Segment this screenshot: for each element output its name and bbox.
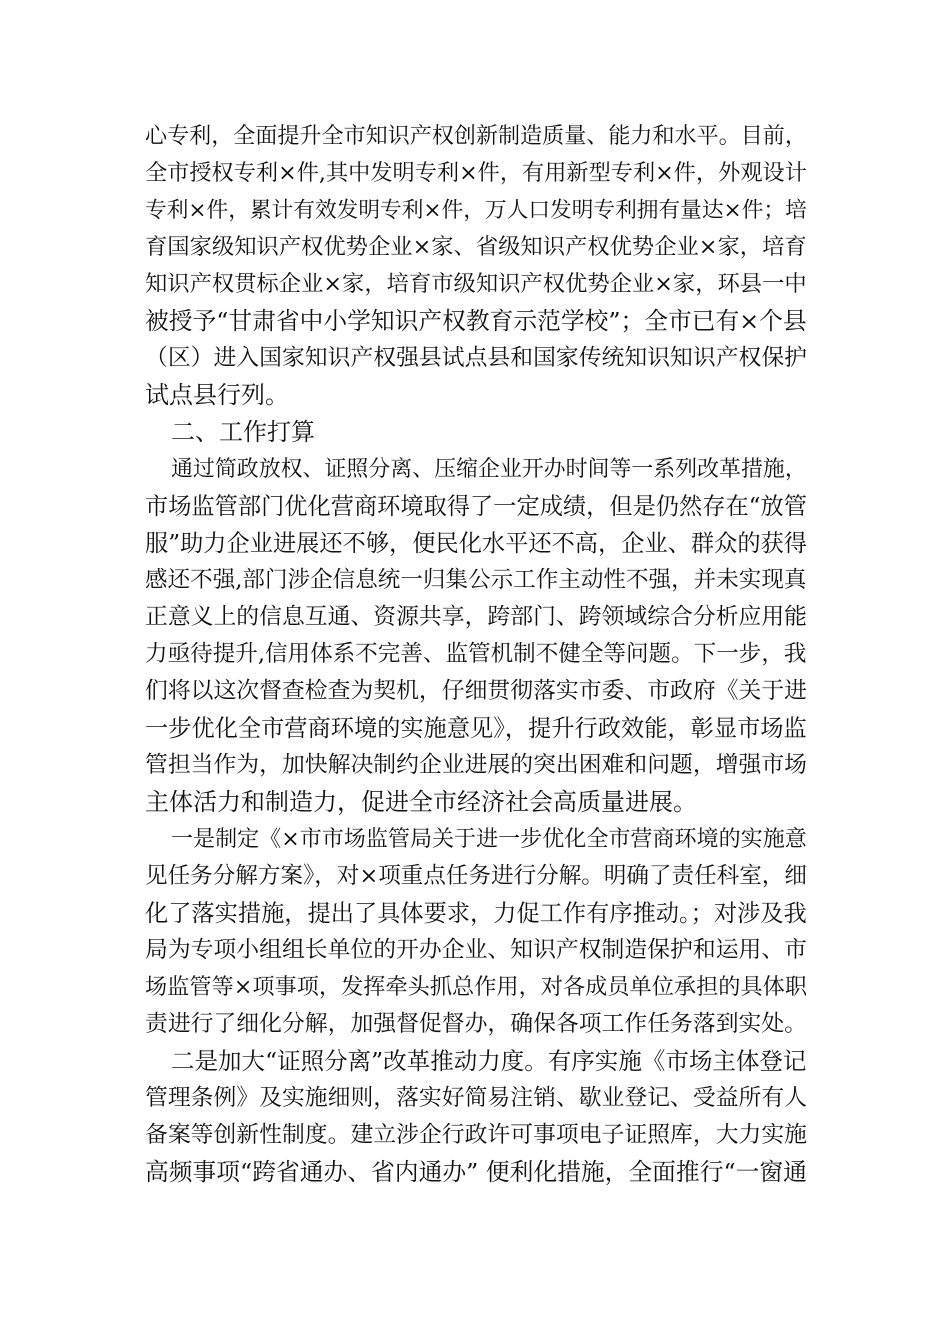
text-line: 场监管等×项事项，发挥牵头抓总作用，对各成员单位承担的具体职 <box>145 974 808 1000</box>
text-line: 专利×件，累计有效发明专利×件，万人口发明专利拥有量达×件；培 <box>145 198 807 223</box>
text-line: 备案等创新性制度。建立涉企行政许可事项电子证照库，大力实施 <box>145 1122 808 1148</box>
text-line: 们将以这次督查检查为契机，仔细贯彻落实市委、市政府《关于进 <box>145 678 808 704</box>
text-line: 管理条例》及实施细则，落实好简易注销、歇业登记、受益所有人 <box>145 1085 808 1111</box>
text-line: 被授予“甘肃省中小学知识产权教育示范学校”；全市已有×个县 <box>145 307 807 335</box>
paragraph-first-line: 一是制定《×市市场监管局关于进一步优化全市营商环境的实施意 <box>171 827 807 852</box>
text-line: 局为专项小组组长单位的开办企业、知识产权制造保护和运用、市 <box>145 937 808 963</box>
paragraph-first-line: 二是加大“证照分离”改革推动力度。有序实施《市场主体登记 <box>171 1047 807 1075</box>
text-line: 力亟待提升,信用体系不完善、监管机制不健全等问题。下一步，我 <box>145 641 807 667</box>
text-line: 见任务分解方案》，对×项重点任务进行分解。明确了责任科室，细 <box>145 863 807 889</box>
text-line: 主体活力和制造力，促进全市经济社会高质量进展。 <box>145 788 697 816</box>
text-line: 育国家级知识产权优势企业×家、省级知识产权优势企业×家，培育 <box>145 234 807 260</box>
text-line: 一步优化全市营商环境的实施意见》，提升行政效能，彰显市场监 <box>145 715 807 742</box>
document-body <box>145 118 807 1191</box>
text-line: 高频事项“跨省通办、省内通办” 便利化措施，全面推行“一窗通 <box>145 1158 807 1186</box>
text-line: 全市授权专利×件,其中发明专利×件，有用新型专利×件，外观设计 <box>145 160 807 186</box>
text-line: 服”助力企业进展还不够，便民化水平还不高，企业、群众的获得 <box>145 530 807 557</box>
paragraph-first-line: 通过简政放权、证照分离、压缩企业开办时间等一系列改革措施， <box>171 457 807 482</box>
text-line: 正意义上的信息互通、资源共享，跨部门、跨领域综合分析应用能 <box>145 604 808 630</box>
text-line: 责进行了细化分解，加强督促督办，确保各项工作任务落到实处。 <box>145 1011 808 1037</box>
text-line: 市场监管部门优化营商环境取得了一定成绩，但是仍然存在“放管 <box>145 493 807 520</box>
text-line: 化了落实措施，提出了具体要求，力促工作有序推动。；对涉及我 <box>145 900 807 927</box>
text-line: （区）进入国家知识产权强县试点县和国家传统知识知识产权保护 <box>145 345 808 371</box>
text-line: 管担当作为，加快解决制约企业进展的突出困难和问题，增强市场 <box>145 752 808 778</box>
text-line: 知识产权贯标企业×家，培育市级知识产权优势企业×家，环县一中 <box>145 271 807 297</box>
section-heading: 二、工作打算 <box>171 418 315 446</box>
text-line: 试点县行列。 <box>145 381 289 409</box>
text-line: 心专利，全面提升全市知识产权创新制造质量、能力和水平。目前， <box>145 124 807 149</box>
text-line: 感还不强,部门涉企信息统一归集公示工作主动性不强，并未实现真 <box>145 567 807 593</box>
